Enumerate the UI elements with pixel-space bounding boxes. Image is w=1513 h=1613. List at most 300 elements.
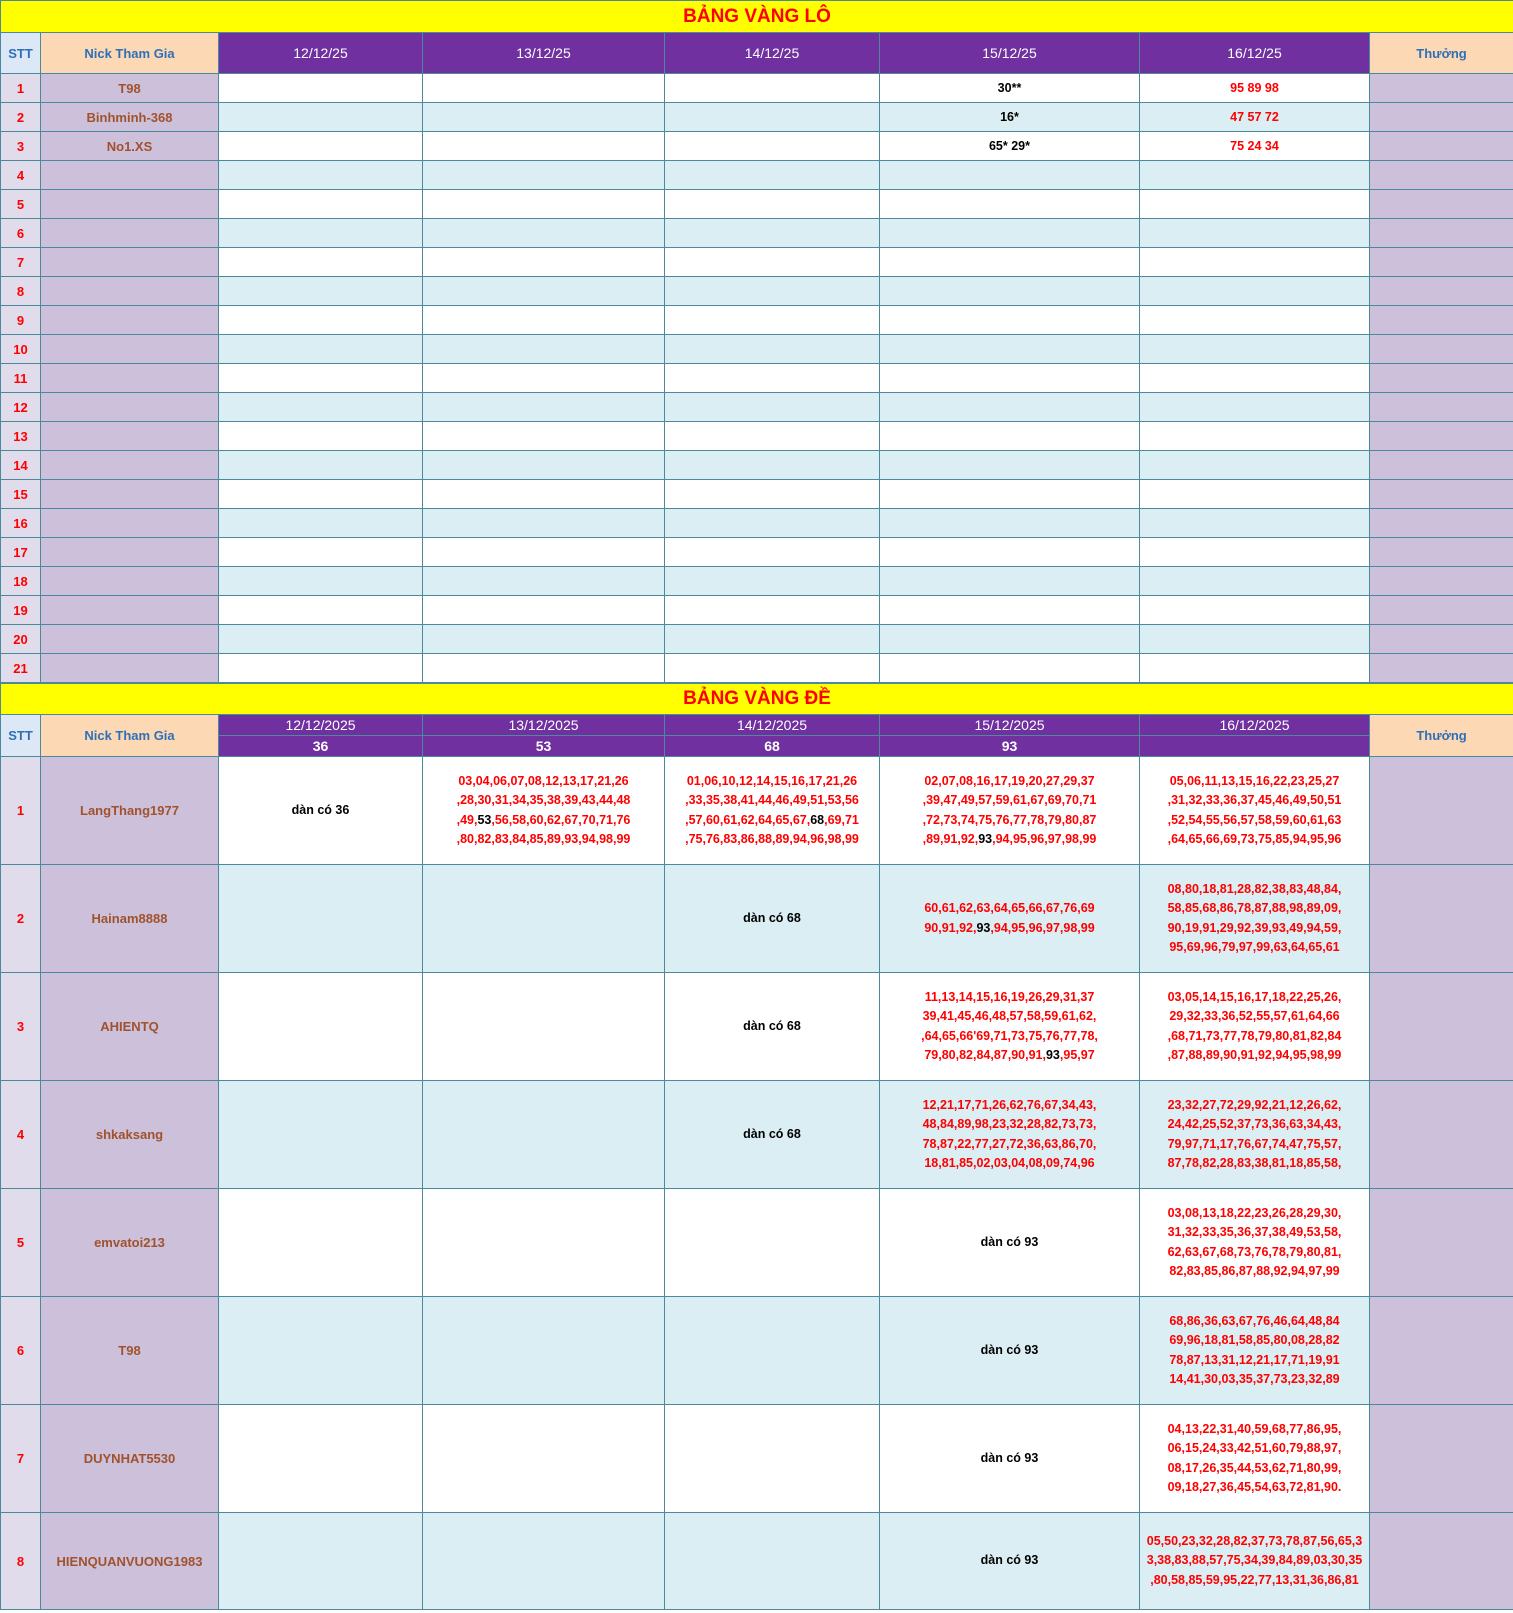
de-cell-text: ,31,32,33,36,37,45,46,49,50,51 bbox=[1167, 793, 1342, 807]
lo-cell-2 bbox=[423, 132, 665, 161]
de-cell-text: 53 bbox=[477, 812, 492, 827]
lo-cell-3 bbox=[665, 393, 880, 422]
de-cell-line bbox=[880, 772, 1139, 792]
lo-header-date-5: 16/12/25 bbox=[1140, 33, 1370, 74]
de-cell-text: ,87,88,89,90,91,92,94,95,98,99 bbox=[1167, 1048, 1342, 1062]
lo-cell-1 bbox=[219, 103, 423, 132]
de-cell-text: ,80,82,83,84,85,89,93,94,98,99 bbox=[456, 832, 631, 846]
de-cell-text: 78,87,13,31,12,21,17,71,19,91 bbox=[1169, 1352, 1340, 1367]
lo-nick: T98 bbox=[41, 74, 219, 103]
lo-cell-3 bbox=[665, 480, 880, 509]
de-cell-text: 95,69,96,79,97,99,63,64,65,61 bbox=[1169, 940, 1340, 954]
de-cell-line bbox=[880, 1027, 1139, 1047]
de-header-reward: Thưởng bbox=[1370, 715, 1513, 757]
lo-cell-2 bbox=[423, 480, 665, 509]
de-cell-text: 48,84,89,98,23,32,28,82,73,73, bbox=[922, 1117, 1097, 1131]
de-cell-line bbox=[1140, 1351, 1369, 1371]
de-cell-line bbox=[1140, 1154, 1369, 1174]
lo-header-date-1: 12/12/25 bbox=[219, 33, 423, 74]
lo-cell-1 bbox=[219, 248, 423, 277]
de-cell-line bbox=[1140, 1135, 1369, 1155]
lo-cell-3 bbox=[665, 654, 880, 683]
lo-nick bbox=[41, 306, 219, 335]
lo-cell-4 bbox=[880, 219, 1140, 248]
lo-reward bbox=[1370, 625, 1513, 654]
de-nick: shkaksang bbox=[41, 1081, 219, 1189]
lo-cell-2 bbox=[423, 538, 665, 567]
lo-nick bbox=[41, 219, 219, 248]
lo-stt: 15 bbox=[1, 480, 41, 509]
lo-cell-3 bbox=[665, 306, 880, 335]
de-cell-2 bbox=[423, 757, 665, 865]
lo-cell-2 bbox=[423, 625, 665, 654]
lo-reward bbox=[1370, 596, 1513, 625]
lo-row bbox=[1, 596, 1513, 625]
de-row bbox=[1, 1081, 1513, 1189]
de-cell-text: 24,42,25,52,37,73,36,63,34,43, bbox=[1167, 1117, 1342, 1131]
lo-cell-1 bbox=[219, 74, 423, 103]
lo-stt: 9 bbox=[1, 306, 41, 335]
de-cell-line bbox=[1140, 1331, 1369, 1351]
de-cell-line bbox=[1140, 880, 1369, 900]
lo-nick bbox=[41, 335, 219, 364]
de-cell-text: 03,08,13,18,22,23,26,28,29,30, bbox=[1167, 1205, 1342, 1220]
lo-nick bbox=[41, 567, 219, 596]
de-result-1: 36 bbox=[219, 736, 423, 757]
de-cell-line bbox=[1140, 988, 1369, 1008]
de-stt: 7 bbox=[1, 1405, 41, 1513]
lo-cell-2 bbox=[423, 364, 665, 393]
de-cell-line bbox=[1140, 811, 1369, 831]
de-cell-line bbox=[423, 811, 664, 831]
de-cell-line bbox=[880, 811, 1139, 831]
lo-cell-5 bbox=[1140, 364, 1370, 393]
de-cell-line bbox=[1140, 1370, 1369, 1390]
lo-reward bbox=[1370, 364, 1513, 393]
lo-stt: 18 bbox=[1, 567, 41, 596]
lo-cell-3 bbox=[665, 596, 880, 625]
lo-stt: 3 bbox=[1, 132, 41, 161]
lo-cell-5 bbox=[1140, 277, 1370, 306]
lo-cell-2 bbox=[423, 103, 665, 132]
de-cell-2 bbox=[423, 865, 665, 973]
de-cell-line bbox=[1140, 1571, 1369, 1591]
de-cell-text: 18,81,85,02,03,04,08,09,74,96 bbox=[924, 1156, 1095, 1170]
lo-cell-5 bbox=[1140, 567, 1370, 596]
lo-cell-5 bbox=[1140, 335, 1370, 364]
de-stt: 4 bbox=[1, 1081, 41, 1189]
lo-cell-4 bbox=[880, 509, 1140, 538]
lo-row bbox=[1, 393, 1513, 422]
de-cell-line bbox=[1140, 1551, 1369, 1571]
lo-cell-1 bbox=[219, 538, 423, 567]
de-cell-4: dàn có 93 bbox=[880, 1513, 1140, 1610]
de-reward bbox=[1370, 1405, 1513, 1513]
de-cell-text: ,94,95,96,97,98,99 bbox=[992, 832, 1097, 846]
lo-header-date-3: 14/12/25 bbox=[665, 33, 880, 74]
lo-cell-4 bbox=[880, 451, 1140, 480]
lo-cell-3 bbox=[665, 625, 880, 654]
de-cell-line bbox=[665, 772, 879, 792]
de-cell-line bbox=[1140, 1459, 1369, 1479]
de-cell-text: 39,41,45,46,48,57,58,59,61,62, bbox=[922, 1009, 1097, 1023]
de-cell-2 bbox=[423, 973, 665, 1081]
de-cell-text: ,39,47,49,57,59,61,67,69,70,71 bbox=[922, 793, 1097, 807]
lo-reward bbox=[1370, 103, 1513, 132]
de-cell-5 bbox=[1140, 973, 1370, 1081]
lo-stt: 17 bbox=[1, 538, 41, 567]
lo-stt: 1 bbox=[1, 74, 41, 103]
de-cell-3: dàn có 68 bbox=[665, 973, 880, 1081]
de-cell-line bbox=[880, 1096, 1139, 1116]
lo-cell-5 bbox=[1140, 654, 1370, 683]
de-cell-3 bbox=[665, 1297, 880, 1405]
lo-cell-2 bbox=[423, 393, 665, 422]
de-cell-line bbox=[1140, 830, 1369, 850]
lo-row bbox=[1, 219, 1513, 248]
lo-header-reward: Thưởng bbox=[1370, 33, 1513, 74]
lo-cell-3 bbox=[665, 190, 880, 219]
lo-cell-1 bbox=[219, 480, 423, 509]
lo-stt: 21 bbox=[1, 654, 41, 683]
lo-reward bbox=[1370, 335, 1513, 364]
lo-reward bbox=[1370, 538, 1513, 567]
de-row bbox=[1, 865, 1513, 973]
lo-reward bbox=[1370, 306, 1513, 335]
de-cell-4: dàn có 93 bbox=[880, 1297, 1140, 1405]
lo-nick: Binhminh-368 bbox=[41, 103, 219, 132]
lo-stt: 4 bbox=[1, 161, 41, 190]
de-cell-5 bbox=[1140, 1297, 1370, 1405]
de-cell-text: 3,38,83,88,57,75,34,39,84,89,03,30,35 bbox=[1146, 1553, 1363, 1568]
de-cell-1 bbox=[219, 1081, 423, 1189]
lo-reward bbox=[1370, 422, 1513, 451]
lo-cell-5: 47 57 72 bbox=[1140, 103, 1370, 132]
de-cell-text: 05,50,23,32,28,82,37,73,78,87,56,65,3 bbox=[1146, 1533, 1363, 1548]
lo-cell-2 bbox=[423, 306, 665, 335]
de-cell-2 bbox=[423, 1189, 665, 1297]
de-cell-text: 79,97,71,17,76,67,74,47,75,57, bbox=[1167, 1136, 1342, 1151]
de-cell-5 bbox=[1140, 865, 1370, 973]
lo-nick bbox=[41, 364, 219, 393]
de-cell-text: 01,06,10,12,14,15,16,17,21,26 bbox=[686, 773, 858, 788]
lo-cell-5 bbox=[1140, 596, 1370, 625]
de-cell-1 bbox=[219, 1297, 423, 1405]
de-cell-text: ,89,91,92, bbox=[922, 832, 979, 846]
de-nick: HIENQUANVUONG1983 bbox=[41, 1513, 219, 1610]
de-cell-line bbox=[1140, 791, 1369, 811]
de-cell-text: 03,05,14,15,16,17,18,22,25,26, bbox=[1167, 989, 1342, 1004]
de-cell-line bbox=[1140, 1420, 1369, 1440]
de-result-2: 53 bbox=[423, 736, 665, 757]
lo-row bbox=[1, 277, 1513, 306]
de-cell-text: 60,61,62,63,64,65,66,67,76,69 bbox=[924, 901, 1095, 915]
lo-reward bbox=[1370, 451, 1513, 480]
de-cell-line bbox=[1140, 1439, 1369, 1459]
lo-cell-2 bbox=[423, 219, 665, 248]
de-cell-line bbox=[880, 1007, 1139, 1027]
de-cell-text: 05,06,11,13,15,16,22,23,25,27 bbox=[1169, 773, 1340, 788]
de-cell-text: 78,87,22,77,27,72,36,63,86,70, bbox=[922, 1136, 1097, 1151]
lo-reward bbox=[1370, 654, 1513, 683]
de-table bbox=[0, 683, 1513, 1610]
de-cell-line bbox=[880, 919, 1139, 939]
de-cell-5 bbox=[1140, 1189, 1370, 1297]
lo-cell-4 bbox=[880, 538, 1140, 567]
lo-row bbox=[1, 509, 1513, 538]
de-cell-5 bbox=[1140, 1081, 1370, 1189]
de-cell-line bbox=[1140, 772, 1369, 792]
lo-nick bbox=[41, 277, 219, 306]
de-cell-1: dàn có 36 bbox=[219, 757, 423, 865]
de-row bbox=[1, 1513, 1513, 1610]
de-cell-text: 90,91,92, bbox=[924, 920, 977, 935]
lo-cell-1 bbox=[219, 161, 423, 190]
de-cell-text: ,69,71 bbox=[824, 812, 859, 827]
lo-row bbox=[1, 451, 1513, 480]
lo-reward bbox=[1370, 161, 1513, 190]
lo-cell-1 bbox=[219, 219, 423, 248]
lo-nick bbox=[41, 161, 219, 190]
de-cell-line bbox=[880, 899, 1139, 919]
de-stt: 1 bbox=[1, 757, 41, 865]
de-cell-3: dàn có 68 bbox=[665, 1081, 880, 1189]
de-cell-line bbox=[1140, 1243, 1369, 1263]
de-nick: DUYNHAT5530 bbox=[41, 1405, 219, 1513]
lo-cell-1 bbox=[219, 451, 423, 480]
lo-cell-4 bbox=[880, 335, 1140, 364]
de-header-nick: Nick Tham Gia bbox=[41, 715, 219, 757]
de-cell-5 bbox=[1140, 757, 1370, 865]
lo-cell-1 bbox=[219, 654, 423, 683]
lo-cell-1 bbox=[219, 277, 423, 306]
lo-stt: 14 bbox=[1, 451, 41, 480]
lo-reward bbox=[1370, 509, 1513, 538]
de-cell-text: 93 bbox=[978, 832, 993, 846]
lo-cell-5 bbox=[1140, 248, 1370, 277]
lo-row bbox=[1, 538, 1513, 567]
de-cell-text: 87,78,82,28,83,38,81,18,85,58, bbox=[1167, 1156, 1342, 1170]
de-cell-line bbox=[1140, 1027, 1369, 1047]
de-header-date-5: 16/12/2025 bbox=[1140, 715, 1370, 736]
de-cell-line bbox=[880, 1154, 1139, 1174]
lo-cell-2 bbox=[423, 509, 665, 538]
de-cell-line bbox=[1140, 1532, 1369, 1552]
lo-cell-1 bbox=[219, 393, 423, 422]
lo-row bbox=[1, 625, 1513, 654]
lo-nick bbox=[41, 654, 219, 683]
lo-cell-2 bbox=[423, 422, 665, 451]
lo-cell-1 bbox=[219, 306, 423, 335]
lo-reward bbox=[1370, 190, 1513, 219]
lo-cell-2 bbox=[423, 335, 665, 364]
de-cell-4 bbox=[880, 865, 1140, 973]
lo-cell-3 bbox=[665, 219, 880, 248]
de-cell-2 bbox=[423, 1081, 665, 1189]
lo-cell-3 bbox=[665, 451, 880, 480]
de-header-date-4: 15/12/2025 bbox=[880, 715, 1140, 736]
de-cell-3: dàn có 68 bbox=[665, 865, 880, 973]
lo-cell-4 bbox=[880, 161, 1140, 190]
de-cell-line bbox=[423, 830, 664, 850]
de-cell-text: 02,07,08,16,17,19,20,27,29,37 bbox=[924, 773, 1095, 788]
de-cell-text: 29,32,33,36,52,55,57,61,64,66 bbox=[1169, 1009, 1340, 1023]
de-cell-2 bbox=[423, 1405, 665, 1513]
de-cell-line bbox=[665, 811, 879, 831]
lo-row bbox=[1, 306, 1513, 335]
lo-nick bbox=[41, 393, 219, 422]
lo-stt: 12 bbox=[1, 393, 41, 422]
de-cell-text: 90,19,91,29,92,39,93,49,94,59, bbox=[1167, 920, 1342, 935]
lo-cell-5: 95 89 98 bbox=[1140, 74, 1370, 103]
de-cell-line bbox=[880, 1135, 1139, 1155]
lo-row bbox=[1, 422, 1513, 451]
lo-nick bbox=[41, 248, 219, 277]
de-cell-line bbox=[1140, 1046, 1369, 1066]
lo-nick bbox=[41, 596, 219, 625]
de-cell-line bbox=[880, 830, 1139, 850]
lo-header-date-2: 13/12/25 bbox=[423, 33, 665, 74]
lo-stt: 8 bbox=[1, 277, 41, 306]
de-cell-line bbox=[880, 1046, 1139, 1066]
lo-reward bbox=[1370, 393, 1513, 422]
lo-cell-5 bbox=[1140, 190, 1370, 219]
lo-table bbox=[0, 0, 1513, 683]
lo-row bbox=[1, 132, 1513, 161]
de-cell-text: ,57,60,61,62,64,65,67, bbox=[685, 812, 811, 827]
lo-cell-5 bbox=[1140, 306, 1370, 335]
de-cell-text: ,28,30,31,34,35,38,39,43,44,48 bbox=[456, 793, 631, 807]
de-cell-text: 08,80,18,81,28,82,38,83,48,84, bbox=[1167, 881, 1342, 896]
lo-cell-2 bbox=[423, 567, 665, 596]
de-cell-text: ,94,95,96,97,98,99 bbox=[990, 920, 1095, 935]
lo-nick bbox=[41, 422, 219, 451]
de-stt: 5 bbox=[1, 1189, 41, 1297]
lo-stt: 7 bbox=[1, 248, 41, 277]
de-cell-line bbox=[1140, 1262, 1369, 1282]
lo-cell-4 bbox=[880, 480, 1140, 509]
lo-cell-4 bbox=[880, 364, 1140, 393]
lo-stt: 2 bbox=[1, 103, 41, 132]
de-cell-4 bbox=[880, 973, 1140, 1081]
lo-cell-1 bbox=[219, 509, 423, 538]
lo-cell-5 bbox=[1140, 538, 1370, 567]
de-cell-line bbox=[1140, 1115, 1369, 1135]
lo-cell-5 bbox=[1140, 451, 1370, 480]
lo-cell-4 bbox=[880, 596, 1140, 625]
lo-cell-3 bbox=[665, 509, 880, 538]
lo-row bbox=[1, 190, 1513, 219]
lo-cell-1 bbox=[219, 364, 423, 393]
lo-cell-5 bbox=[1140, 625, 1370, 654]
de-cell-line bbox=[1140, 1096, 1369, 1116]
de-cell-text: ,68,71,73,77,78,79,80,81,82,84 bbox=[1167, 1028, 1342, 1043]
lo-stt: 6 bbox=[1, 219, 41, 248]
lo-cell-4 bbox=[880, 654, 1140, 683]
de-cell-line bbox=[1140, 1007, 1369, 1027]
de-cell-text: ,75,76,83,86,88,89,94,96,98,99 bbox=[685, 832, 859, 846]
de-result-5 bbox=[1140, 736, 1370, 757]
lo-cell-4 bbox=[880, 625, 1140, 654]
lo-reward bbox=[1370, 277, 1513, 306]
lo-reward bbox=[1370, 219, 1513, 248]
lo-cell-2 bbox=[423, 277, 665, 306]
lo-cell-1 bbox=[219, 567, 423, 596]
de-row bbox=[1, 973, 1513, 1081]
lo-cell-5: 75 24 34 bbox=[1140, 132, 1370, 161]
de-cell-4 bbox=[880, 757, 1140, 865]
de-reward bbox=[1370, 973, 1513, 1081]
de-reward bbox=[1370, 1189, 1513, 1297]
lo-stt: 5 bbox=[1, 190, 41, 219]
de-cell-text: 14,41,30,03,35,37,73,23,32,89 bbox=[1169, 1372, 1340, 1386]
lo-cell-4 bbox=[880, 277, 1140, 306]
de-cell-5 bbox=[1140, 1405, 1370, 1513]
de-header-date-2: 13/12/2025 bbox=[423, 715, 665, 736]
lo-cell-3 bbox=[665, 132, 880, 161]
lo-stt: 16 bbox=[1, 509, 41, 538]
lo-cell-5 bbox=[1140, 509, 1370, 538]
lo-reward bbox=[1370, 480, 1513, 509]
de-nick: Hainam8888 bbox=[41, 865, 219, 973]
de-cell-4: dàn có 93 bbox=[880, 1405, 1140, 1513]
lo-cell-4 bbox=[880, 190, 1140, 219]
de-cell-line bbox=[1140, 1478, 1369, 1498]
lo-cell-5 bbox=[1140, 393, 1370, 422]
de-cell-text: 12,21,17,71,26,62,76,67,34,43, bbox=[922, 1097, 1097, 1112]
lo-header-nick: Nick Tham Gia bbox=[41, 33, 219, 74]
lo-reward bbox=[1370, 74, 1513, 103]
de-cell-text: ,52,54,55,56,57,58,59,60,61,63 bbox=[1167, 812, 1342, 827]
lo-reward bbox=[1370, 132, 1513, 161]
de-cell-line bbox=[1140, 1204, 1369, 1224]
de-cell-line bbox=[1140, 899, 1369, 919]
de-cell-5 bbox=[1140, 1513, 1370, 1610]
de-cell-text: 58,85,68,86,78,87,88,98,89,09, bbox=[1167, 901, 1342, 915]
lo-nick: No1.XS bbox=[41, 132, 219, 161]
lo-cell-3 bbox=[665, 277, 880, 306]
lo-cell-3 bbox=[665, 161, 880, 190]
de-cell-2 bbox=[423, 1513, 665, 1610]
de-cell-text: 62,63,67,68,73,76,78,79,80,81, bbox=[1167, 1244, 1342, 1259]
de-cell-line bbox=[665, 791, 879, 811]
de-reward bbox=[1370, 1513, 1513, 1610]
de-row bbox=[1, 1297, 1513, 1405]
de-cell-line bbox=[880, 791, 1139, 811]
lo-cell-2 bbox=[423, 190, 665, 219]
de-cell-text: 04,13,22,31,40,59,68,77,86,95, bbox=[1167, 1421, 1342, 1436]
de-cell-line bbox=[423, 791, 664, 811]
lo-cell-5 bbox=[1140, 161, 1370, 190]
de-stt: 2 bbox=[1, 865, 41, 973]
de-cell-line bbox=[1140, 1312, 1369, 1332]
lo-row bbox=[1, 480, 1513, 509]
lo-stt: 13 bbox=[1, 422, 41, 451]
lo-cell-4 bbox=[880, 422, 1140, 451]
lo-cell-2 bbox=[423, 248, 665, 277]
de-cell-4 bbox=[880, 1081, 1140, 1189]
de-reward bbox=[1370, 1081, 1513, 1189]
lo-row bbox=[1, 364, 1513, 393]
lo-cell-4: 65* 29* bbox=[880, 132, 1140, 161]
de-reward bbox=[1370, 1297, 1513, 1405]
lo-cell-3 bbox=[665, 103, 880, 132]
de-stt: 6 bbox=[1, 1297, 41, 1405]
de-cell-text: 82,83,85,86,87,88,92,94,97,99 bbox=[1169, 1264, 1340, 1278]
de-reward bbox=[1370, 865, 1513, 973]
de-header-date-3: 14/12/2025 bbox=[665, 715, 880, 736]
de-cell-text: 93 bbox=[1045, 1048, 1060, 1062]
